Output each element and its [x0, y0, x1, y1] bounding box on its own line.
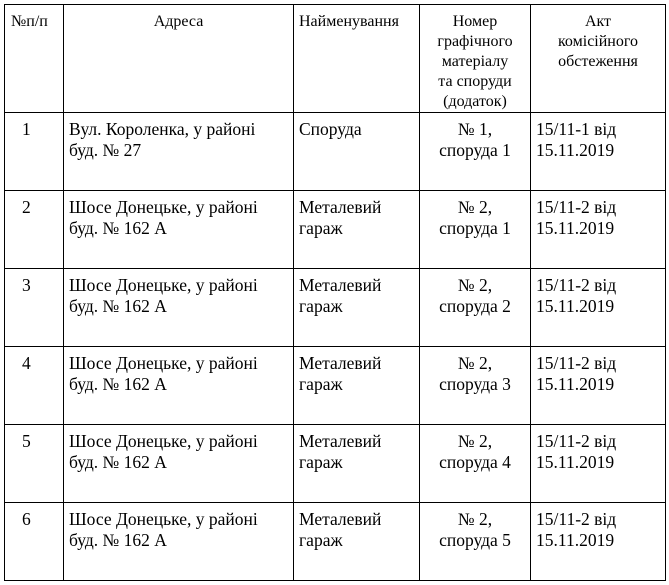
- num-cell: [5, 269, 64, 347]
- num-cell: [5, 347, 64, 425]
- row-address: Шосе Донецьке, у районі буд. № 162 А: [69, 353, 258, 394]
- num-cell: [5, 425, 64, 503]
- header-material: Номер графічного матеріалу та споруди (додаток): [437, 13, 513, 110]
- row-name: Металевий гараж: [299, 275, 382, 316]
- row-num: 1: [22, 119, 31, 139]
- act-cell: [531, 347, 666, 425]
- name-cell: [294, 269, 420, 347]
- row-address: Шосе Донецьке, у районі буд. № 162 А: [69, 431, 258, 472]
- act-cell: [531, 191, 666, 269]
- row-address: Вул. Короленка, у районі буд. № 27: [69, 119, 256, 160]
- material-cell: [420, 269, 531, 347]
- act-cell: [531, 503, 666, 581]
- address-cell: [64, 425, 294, 503]
- table-row: [5, 503, 666, 581]
- act-cell: [531, 425, 666, 503]
- address-cell: [64, 347, 294, 425]
- row-material: № 2, споруда 5: [439, 509, 511, 550]
- row-act: 15/11-1 від 15.11.2019: [536, 119, 617, 160]
- name-cell: [294, 191, 420, 269]
- act-cell: [531, 269, 666, 347]
- header-act-cell: [531, 5, 666, 113]
- row-num: 3: [22, 275, 31, 295]
- header-material-cell: [420, 5, 531, 113]
- table-row: [5, 425, 666, 503]
- address-cell: [64, 269, 294, 347]
- row-act: 15/11-2 від 15.11.2019: [536, 197, 617, 238]
- table-row: [5, 113, 666, 191]
- row-name: Металевий гараж: [299, 197, 382, 238]
- header-address: Адреса: [153, 13, 204, 30]
- structures-table: [4, 4, 666, 581]
- row-num: 5: [22, 431, 31, 451]
- table-header-row: [5, 5, 666, 113]
- row-address: Шосе Донецьке, у районі буд. № 162 А: [69, 197, 258, 238]
- row-act: 15/11-2 від 15.11.2019: [536, 275, 617, 316]
- header-name: Найменування: [299, 13, 399, 30]
- material-cell: [420, 347, 531, 425]
- row-num: 2: [22, 197, 31, 217]
- row-num: 6: [22, 509, 31, 529]
- row-name: Металевий гараж: [299, 353, 382, 394]
- row-material: № 2, споруда 3: [439, 353, 511, 394]
- row-act: 15/11-2 від 15.11.2019: [536, 353, 617, 394]
- act-cell: [531, 113, 666, 191]
- row-act: 15/11-2 від 15.11.2019: [536, 509, 617, 550]
- header-address-cell: [64, 5, 294, 113]
- row-material: № 2, споруда 2: [439, 275, 511, 316]
- material-cell: [420, 503, 531, 581]
- row-name: Споруда: [299, 119, 362, 139]
- name-cell: [294, 425, 420, 503]
- table-row: [5, 191, 666, 269]
- name-cell: [294, 503, 420, 581]
- header-num-cell: [5, 5, 64, 113]
- table-row: [5, 347, 666, 425]
- material-cell: [420, 425, 531, 503]
- row-num: 4: [22, 353, 31, 373]
- row-name: Металевий гараж: [299, 431, 382, 472]
- header-name-cell: [294, 5, 420, 113]
- address-cell: [64, 191, 294, 269]
- num-cell: [5, 503, 64, 581]
- header-act: Акт комісійного обстеження: [557, 13, 639, 70]
- address-cell: [64, 503, 294, 581]
- row-material: № 1, споруда 1: [439, 119, 511, 160]
- num-cell: [5, 191, 64, 269]
- row-material: № 2, споруда 1: [439, 197, 511, 238]
- row-act: 15/11-2 від 15.11.2019: [536, 431, 617, 472]
- row-name: Металевий гараж: [299, 509, 382, 550]
- name-cell: [294, 113, 420, 191]
- material-cell: [420, 191, 531, 269]
- num-cell: [5, 113, 64, 191]
- name-cell: [294, 347, 420, 425]
- row-address: Шосе Донецьке, у районі буд. № 162 А: [69, 509, 258, 550]
- row-material: № 2, споруда 4: [439, 431, 511, 472]
- header-num: №п/п: [11, 13, 48, 30]
- address-cell: [64, 113, 294, 191]
- material-cell: [420, 113, 531, 191]
- row-address: Шосе Донецьке, у районі буд. № 162 А: [69, 275, 258, 316]
- table-row: [5, 269, 666, 347]
